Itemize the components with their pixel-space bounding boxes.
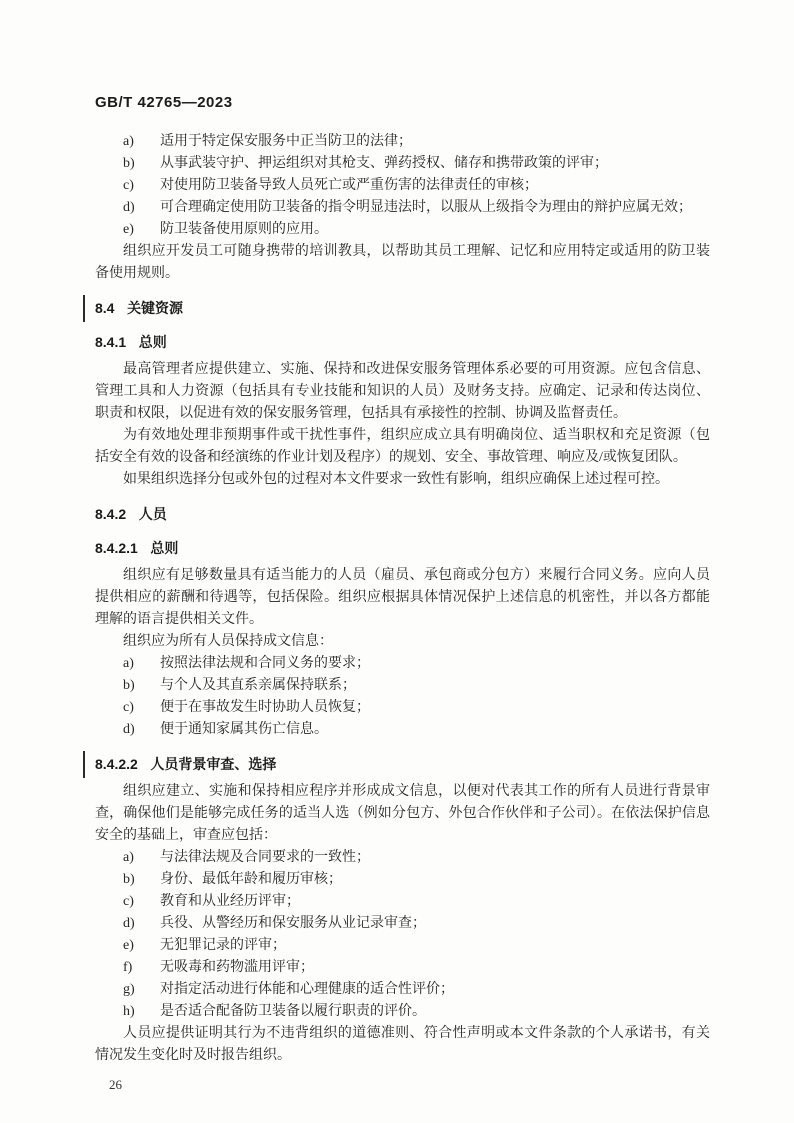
list-item-text: 与法律法规及合同要求的一致性；	[160, 850, 370, 865]
paragraph-training-aids: 组织应开发员工可随身携带的培训教具，以帮助其员工理解、记忆和应用特定或适用的防卫装备使用规则。	[95, 244, 710, 281]
page-number: 26	[109, 1077, 122, 1092]
section-title: 总则	[150, 540, 179, 556]
list-item-label: b)	[123, 872, 135, 887]
paragraph-personnel-capacity: 组织应有足够数量具有适当能力的人员（雇员、承包商或分包方）来履行合同义务。应向人员提供相应的薪酬和待遇等，包括保险。组织应根据具体情况保护上述信息的机密性，并以各方都能理解的语言提供相关文件。	[95, 568, 710, 627]
list-item	[95, 131, 710, 153]
section-number: 8.4.1	[95, 334, 127, 350]
section-number: 8.4.2.1	[95, 540, 138, 556]
list-item	[95, 175, 710, 197]
personnel-records-list	[95, 653, 710, 741]
list-item	[95, 891, 710, 913]
defense-rules-list	[95, 131, 710, 241]
section-title: 关键资源	[127, 300, 184, 316]
list-item-label: a)	[123, 656, 134, 671]
paragraph-resources-outsourcing: 如果组织选择分包或外包的过程对本文件要求一致性有影响，组织应确保上述过程可控。	[123, 472, 669, 487]
list-item-label: a)	[123, 850, 134, 865]
section-title: 人员背景审查、选择	[150, 756, 277, 772]
list-item-label: b)	[123, 678, 135, 693]
list-item-label: a)	[123, 134, 134, 149]
list-item-label: c)	[123, 178, 134, 193]
list-item-label: d)	[123, 722, 135, 737]
list-item	[95, 219, 710, 241]
list-item-label: f)	[123, 960, 133, 975]
list-item-text: 从事武装守护、押运组织对其枪支、弹药授权、储存和携带政策的评审；	[160, 156, 608, 171]
section-heading-8-4-1	[95, 331, 710, 353]
list-item	[95, 653, 710, 675]
section-title: 人员	[138, 506, 167, 522]
list-item-text: 身份、最低年龄和履历审核；	[160, 872, 342, 887]
list-item	[95, 979, 710, 1001]
paragraph-personal-commitment: 人员应提供证明其行为不违背组织的道德准则、符合性声明或本文件条款的个人承诺书，有关情况发生变化时及时报告组织。	[95, 1026, 710, 1063]
list-item	[95, 847, 710, 869]
paragraph-resources-general: 最高管理者应提供建立、实施、保持和改进保安服务管理体系必要的可用资源。应包含信息、管理工具和人力资源（包括具有专业技能和知识的人员）及财务支持。应确定、记录和传达岗位、职责和权限，以促进有效的保安服务管理，包括具有承接性的控制、协调及监督责任。	[95, 362, 710, 421]
standard-number: GB/T 42765—2023	[95, 94, 233, 111]
list-item-text: 可合理确定使用防卫装备的指令明显违法时，以服从上级指令为理由的辩护应属无效；	[160, 200, 692, 215]
list-item	[95, 935, 710, 957]
section-heading-8-4	[95, 297, 710, 319]
section-title: 总则	[138, 334, 167, 350]
list-item-text: 便于在事故发生时协助人员恢复；	[160, 700, 370, 715]
section-number: 8.4.2	[95, 506, 127, 522]
screening-items-list	[95, 847, 710, 1023]
list-item	[95, 153, 710, 175]
paragraph-personnel-records-intro: 组织应为所有人员保持成文信息：	[123, 634, 333, 649]
list-item-text: 适用于特定保安服务中正当防卫的法律；	[160, 134, 412, 149]
list-item-label: c)	[123, 700, 134, 715]
section-heading-8-4-2	[95, 503, 710, 525]
list-item	[95, 719, 710, 741]
list-item	[95, 869, 710, 891]
section-number: 8.4.2.2	[95, 756, 138, 772]
list-item-text: 无犯罪记录的评审；	[160, 938, 286, 953]
list-item-label: c)	[123, 894, 134, 909]
list-item	[95, 697, 710, 719]
list-item-text: 与个人及其直系亲属保持联系；	[160, 678, 356, 693]
section-heading-8-4-2-1	[95, 537, 710, 559]
list-item-text: 防卫装备使用原则的应用。	[160, 222, 328, 237]
list-item-label: d)	[123, 200, 135, 215]
list-item-label: h)	[123, 1004, 135, 1019]
list-item	[95, 675, 710, 697]
list-item-label: d)	[123, 916, 135, 931]
list-item-text: 便于通知家属其伤亡信息。	[160, 722, 328, 737]
list-item-text: 兵役、从警经历和保安服务从业记录审查；	[160, 916, 426, 931]
list-item	[95, 1001, 710, 1023]
section-heading-8-4-2-2	[95, 753, 710, 775]
list-item	[95, 957, 710, 979]
paragraph-screening-intro: 组织应建立、实施和保持相应程序并形成成文信息，以便对代表其工作的所有人员进行背景审查，确保他们是能够完成任务的适当人选（例如分包方、外包合作伙伴和子公司）。在依法保护信息安全的基础上，审查应包括：	[95, 784, 710, 843]
list-item-label: e)	[123, 938, 134, 953]
list-item-text: 对指定活动进行体能和心理健康的适合性评价；	[160, 982, 454, 997]
list-item-label: g)	[123, 982, 135, 997]
list-item-text: 无吸毒和药物滥用评审；	[160, 960, 314, 975]
list-item-text: 对使用防卫装备导致人员死亡或严重伤害的法律责任的审核；	[160, 178, 538, 193]
list-item-text: 按照法律法规和合同义务的要求；	[160, 656, 370, 671]
list-item-label: b)	[123, 156, 135, 171]
list-item-text: 教育和从业经历评审；	[160, 894, 300, 909]
list-item	[95, 913, 710, 935]
list-item-label: e)	[123, 222, 134, 237]
paragraph-resources-teams: 为有效地处理非预期事件或干扰性事件，组织应成立具有明确岗位、适当职权和充足资源（包括安全有效的设备和经演练的作业计划及程序）的规划、安全、事故管理、响应及/或恢复团队。	[95, 428, 710, 465]
list-item	[95, 197, 710, 219]
section-number: 8.4	[95, 300, 115, 316]
list-item-text: 是否适合配备防卫装备以履行职责的评价。	[160, 1004, 426, 1019]
